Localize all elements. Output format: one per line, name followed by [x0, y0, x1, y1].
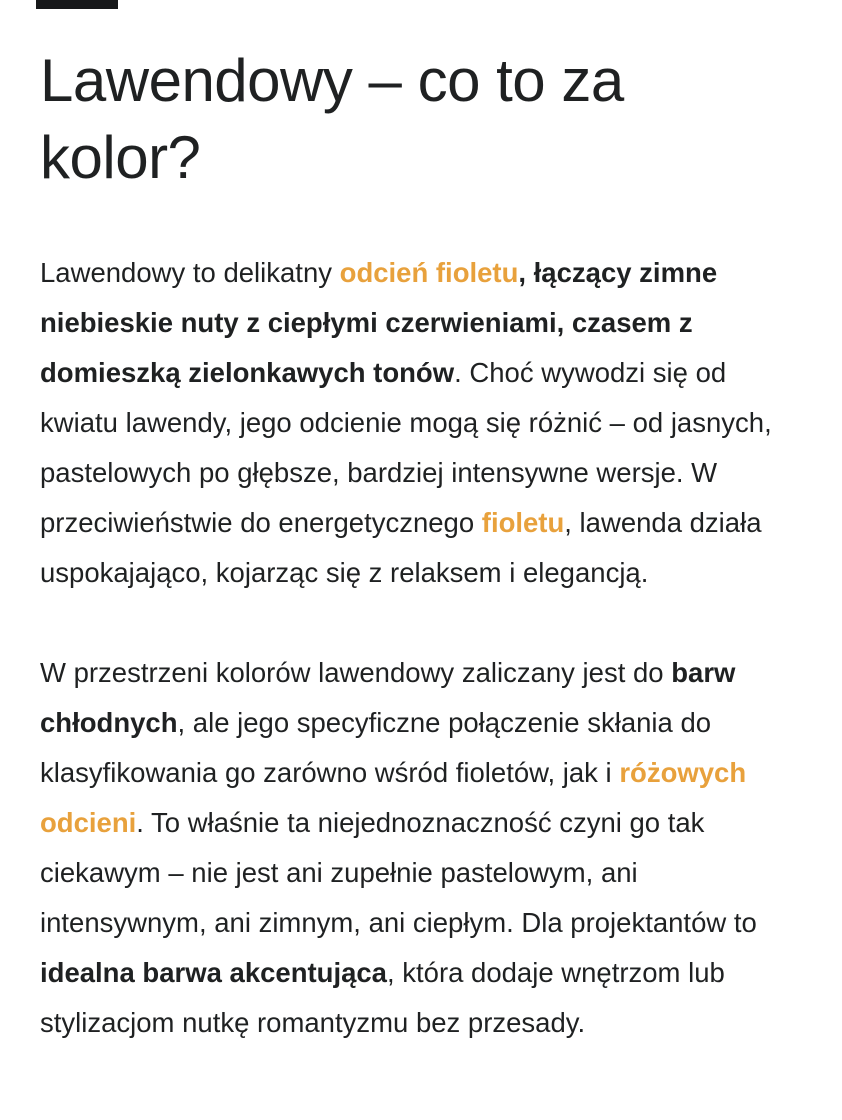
text-run-normal: Lawendowy to delikatny	[40, 257, 340, 288]
text-run-bold: , łączący zimne niebieskie nuty z ciepłymi czerwieniami, czasem z domieszką zielonkawych tonów	[40, 257, 718, 388]
paragraph-classification	[40, 648, 782, 1048]
page-title: Lawendowy – co to za kolor?	[40, 47, 624, 191]
text-run-normal: . Choć wywodzi się od kwiatu lawendy, jego odcienie mogą się różnić – od jasnych, pastelowych po głębsze, bardziej intensywne wersje. W przeciwieństwie do energetycznego	[40, 357, 772, 538]
text-run-normal: , lawenda działa uspokajająco, kojarząc się z relaksem i elegancją.	[40, 507, 762, 588]
link-odcien-fioletu[interactable]: odcień fioletu	[339, 257, 519, 288]
link-fioletu[interactable]: fioletu	[481, 507, 565, 538]
cutoff-element-fragment	[36, 0, 118, 9]
text-run-normal: W przestrzeni kolorów lawendowy zaliczany jest do	[40, 657, 672, 688]
text-run-normal: , ale jego specyficzne połączenie skłania do klasyfikowania go zarówno wśród fioletów, jak i	[40, 707, 712, 788]
text-run-bold: idealna barwa akcentująca	[40, 957, 387, 988]
text-run-bold: barw chłodnych	[40, 657, 736, 738]
text-run-normal: . To właśnie ta niejednoznaczność czyni go tak ciekawym – nie jest ani zupełnie pastelowym, ani intensywnym, ani zimnym, ani ciepłym. Dla projektantów to	[40, 807, 757, 938]
paragraph-intro	[40, 248, 782, 598]
text-run-normal: , która dodaje wnętrzom lub stylizacjom nutkę romantyzmu bez przesady.	[40, 957, 725, 1038]
link-rozowych-odcieni[interactable]: różowych odcieni	[40, 757, 747, 838]
